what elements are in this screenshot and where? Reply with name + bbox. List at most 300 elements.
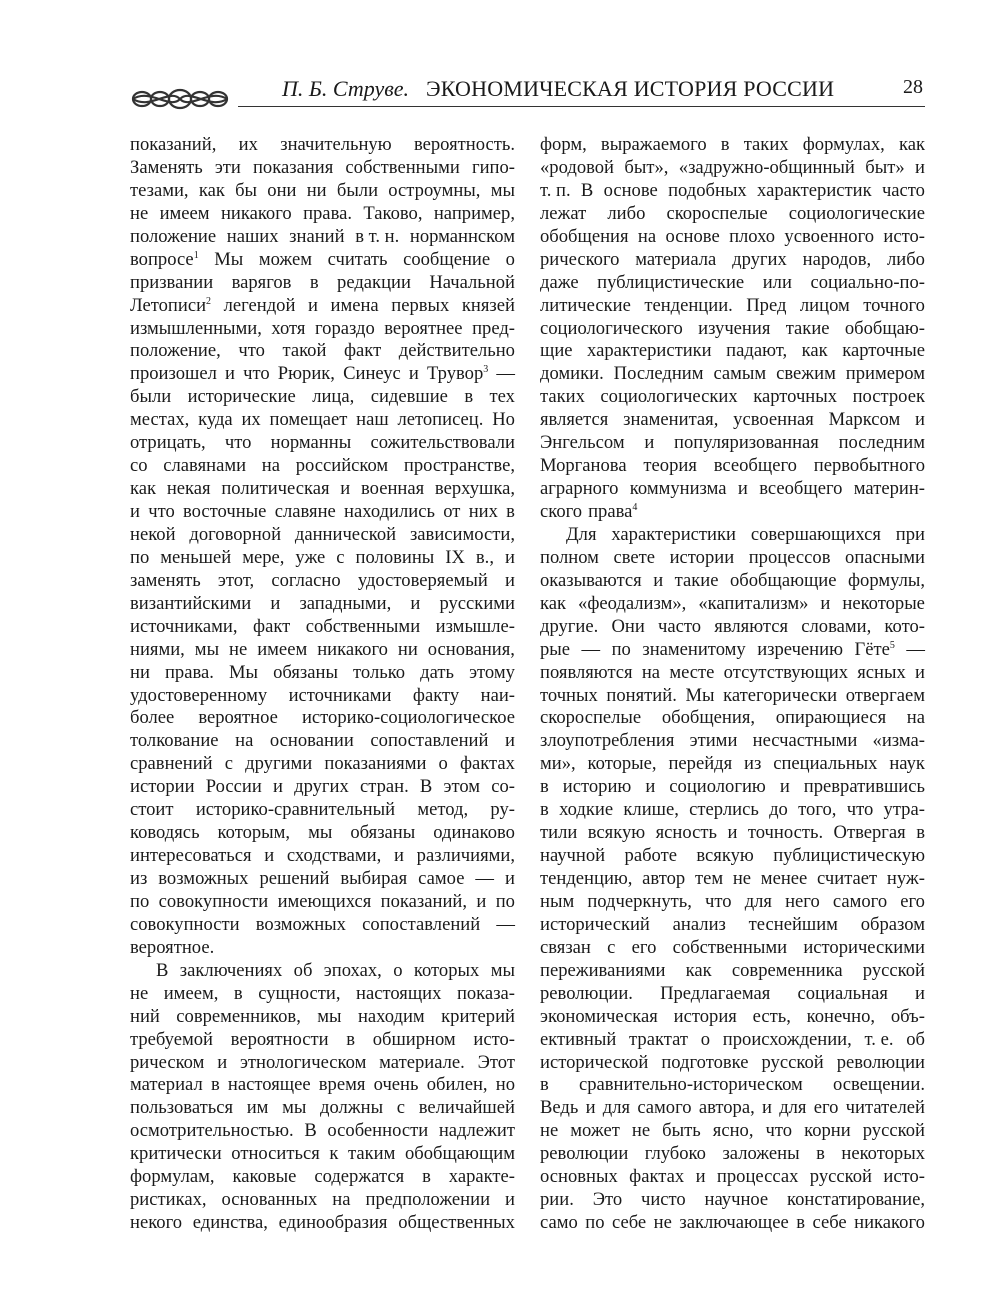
word: исторической bbox=[540, 1051, 649, 1073]
word: Для bbox=[566, 523, 597, 545]
word: сожительствовали bbox=[370, 432, 515, 454]
word: специальных bbox=[773, 753, 878, 775]
text-line bbox=[540, 776, 925, 799]
word: Заменять bbox=[130, 156, 203, 178]
word: эти bbox=[214, 156, 241, 178]
word: положение bbox=[130, 225, 217, 247]
word: славяне bbox=[274, 501, 336, 522]
word: тех bbox=[489, 386, 515, 408]
word: обширном bbox=[372, 1028, 456, 1050]
word: ясность bbox=[655, 822, 717, 844]
word: корни bbox=[804, 1120, 851, 1142]
footnote-marker[interactable]: 2 bbox=[206, 295, 212, 307]
word: автора, bbox=[698, 1097, 755, 1119]
word: ходкие bbox=[559, 799, 614, 821]
word: примером bbox=[845, 363, 925, 385]
word: стерлись bbox=[689, 799, 759, 821]
word: должны bbox=[320, 1097, 384, 1119]
word: считать bbox=[327, 248, 388, 270]
text-line bbox=[540, 134, 925, 157]
word: не bbox=[631, 1120, 651, 1142]
word: Марксом bbox=[828, 409, 901, 431]
word: социальная bbox=[797, 982, 888, 1004]
word: щие bbox=[540, 340, 573, 362]
word: связан bbox=[540, 936, 591, 958]
text-line bbox=[130, 730, 515, 753]
text-line bbox=[130, 386, 515, 409]
word: Этот bbox=[477, 1051, 515, 1073]
word: Последним bbox=[613, 363, 704, 385]
word: интересоваться bbox=[130, 845, 252, 867]
word: метод, bbox=[417, 799, 469, 821]
word: сидевшие bbox=[370, 386, 448, 408]
text-line bbox=[130, 157, 515, 180]
word: византийскими bbox=[130, 592, 252, 614]
text-line bbox=[540, 1052, 925, 1075]
running-header bbox=[130, 72, 925, 112]
word: заключениях bbox=[179, 959, 283, 981]
word: сущности, bbox=[258, 982, 341, 1004]
word: договорной bbox=[189, 523, 282, 545]
word: тезами, bbox=[130, 179, 189, 201]
word: и bbox=[505, 730, 515, 752]
footnote-marker[interactable]: 1 bbox=[193, 249, 199, 261]
word: точных bbox=[540, 684, 598, 706]
word: социологические bbox=[788, 202, 925, 224]
text-line bbox=[130, 1029, 515, 1052]
text-line bbox=[540, 1097, 925, 1120]
word: несчастными bbox=[752, 730, 858, 752]
word: отвергаем bbox=[845, 684, 925, 706]
word: имеем bbox=[159, 202, 210, 224]
word: верхушка, bbox=[434, 478, 515, 500]
word: требуемой bbox=[130, 1028, 213, 1050]
word: местах, bbox=[130, 409, 190, 431]
word: Отвергая bbox=[833, 822, 906, 844]
word: тенденции. bbox=[644, 294, 733, 316]
word: действительно bbox=[398, 340, 515, 362]
word: Таково, bbox=[363, 202, 423, 224]
word bbox=[588, 501, 637, 524]
word: основе bbox=[603, 179, 658, 201]
text-line bbox=[130, 1189, 515, 1212]
word: основе bbox=[665, 225, 720, 247]
word: усвоенная bbox=[733, 409, 814, 431]
word: — bbox=[581, 638, 601, 660]
word: мы bbox=[194, 638, 220, 660]
word: собственными bbox=[305, 615, 421, 637]
word: основных bbox=[540, 1166, 618, 1188]
word: в bbox=[816, 1143, 825, 1165]
text-line bbox=[130, 134, 515, 157]
word: характе- bbox=[448, 1166, 515, 1188]
text-line bbox=[130, 363, 515, 386]
word: либо bbox=[886, 248, 925, 270]
word: менее bbox=[760, 868, 808, 889]
word: перейдя bbox=[668, 753, 733, 775]
text-line bbox=[540, 432, 925, 455]
word: быть bbox=[662, 1120, 701, 1142]
word: зависимости, bbox=[409, 523, 515, 545]
word: теория bbox=[643, 455, 697, 477]
word: формулам, bbox=[130, 1166, 215, 1188]
word: об bbox=[293, 959, 313, 981]
word: месте bbox=[669, 661, 715, 683]
word: и bbox=[820, 592, 831, 614]
word: рии. bbox=[540, 1189, 574, 1211]
word: и bbox=[272, 776, 283, 798]
word: предположении bbox=[365, 1189, 491, 1211]
word: происхождении, bbox=[722, 1028, 852, 1050]
word: ни bbox=[130, 661, 150, 683]
word: современника bbox=[731, 959, 843, 981]
text-line bbox=[540, 1189, 925, 1212]
text-column-left bbox=[130, 134, 515, 1235]
text-line bbox=[540, 570, 925, 593]
word: каковые bbox=[232, 1166, 297, 1188]
word: Гёте bbox=[854, 638, 890, 660]
text-line bbox=[540, 340, 925, 363]
word: этот, bbox=[217, 569, 255, 591]
word: фактах bbox=[629, 1166, 685, 1188]
word: куда bbox=[198, 409, 233, 431]
text-line bbox=[130, 340, 515, 363]
word: и bbox=[762, 1097, 772, 1119]
word: обобщающие bbox=[729, 569, 837, 591]
text-line bbox=[540, 1166, 925, 1189]
word: некая bbox=[166, 478, 211, 500]
word: исторические bbox=[187, 386, 296, 408]
word: клише, bbox=[623, 799, 679, 821]
word: мере, bbox=[242, 546, 285, 568]
word: лежат bbox=[540, 202, 587, 224]
word: в bbox=[233, 982, 243, 1004]
word: в bbox=[210, 1074, 220, 1096]
word: точного bbox=[863, 294, 925, 316]
text-line bbox=[540, 707, 925, 730]
word: современников, bbox=[176, 1005, 301, 1027]
word: права. bbox=[303, 202, 352, 224]
word: только bbox=[353, 661, 406, 683]
word: о bbox=[393, 959, 403, 981]
text-line bbox=[130, 226, 515, 249]
word: значительную bbox=[280, 134, 392, 155]
word: падают, bbox=[726, 340, 788, 362]
text-line bbox=[540, 891, 925, 914]
word: являются bbox=[714, 615, 789, 637]
word: знаменитая, bbox=[623, 409, 719, 431]
word: — bbox=[496, 913, 515, 935]
word: критически bbox=[130, 1143, 222, 1165]
word: в bbox=[346, 1028, 356, 1050]
word: подобных bbox=[668, 179, 747, 201]
word: этими bbox=[689, 730, 738, 752]
word: отрицать, bbox=[130, 432, 206, 454]
word: публицистическую bbox=[773, 845, 925, 867]
word: лицом bbox=[799, 294, 850, 316]
word: никакого bbox=[317, 638, 388, 660]
word: мы bbox=[282, 1097, 307, 1119]
word: и bbox=[410, 592, 421, 614]
word: что bbox=[238, 340, 265, 362]
word: историю bbox=[562, 776, 632, 798]
word: хотя bbox=[271, 317, 306, 339]
word: истории bbox=[130, 776, 195, 798]
word: того, bbox=[798, 799, 837, 821]
word: с bbox=[224, 753, 234, 775]
word: таких bbox=[743, 134, 789, 155]
word: и bbox=[504, 546, 515, 568]
word: к bbox=[329, 1143, 339, 1165]
word: сравнений bbox=[130, 753, 213, 775]
word: и bbox=[393, 845, 404, 867]
word: пространстве, bbox=[403, 455, 515, 477]
word: единства, bbox=[192, 1212, 268, 1234]
word: научной bbox=[540, 845, 606, 867]
text-line bbox=[540, 639, 925, 662]
word: русской bbox=[862, 1120, 925, 1142]
word: самое bbox=[418, 868, 465, 889]
text-line bbox=[540, 1006, 925, 1029]
word: на bbox=[906, 707, 925, 729]
word: факт bbox=[344, 340, 382, 362]
word: революции bbox=[540, 1143, 629, 1165]
word: и bbox=[915, 661, 925, 683]
word: подчеркнуть, bbox=[587, 890, 692, 912]
word: такой bbox=[282, 340, 327, 362]
word: есть, bbox=[752, 1005, 791, 1027]
word: появляются bbox=[540, 661, 633, 683]
text-line bbox=[540, 868, 925, 891]
word: они bbox=[267, 179, 297, 201]
text-line bbox=[130, 570, 515, 593]
word: настоящих bbox=[356, 982, 442, 1004]
word: показаниями bbox=[324, 753, 427, 775]
word: в bbox=[916, 822, 925, 844]
word: возможных bbox=[158, 868, 249, 889]
word: не bbox=[653, 1212, 672, 1234]
word: положение, bbox=[130, 340, 221, 362]
text-line bbox=[540, 1074, 925, 1097]
text-line bbox=[540, 501, 925, 524]
word: для bbox=[779, 1097, 807, 1119]
page-number: 28 bbox=[903, 76, 923, 98]
word: и bbox=[779, 776, 790, 798]
word: и bbox=[505, 1189, 515, 1211]
text-line bbox=[130, 547, 515, 570]
word: от bbox=[443, 501, 461, 522]
word: находим bbox=[357, 1005, 425, 1027]
word: некоторых bbox=[841, 1143, 925, 1165]
word: вопросе bbox=[130, 248, 194, 270]
word: Морганова bbox=[540, 455, 627, 477]
word: были bbox=[130, 386, 172, 408]
word: и bbox=[225, 363, 235, 385]
word: категорически bbox=[723, 684, 838, 706]
word: превратившись bbox=[803, 776, 925, 798]
text-line bbox=[130, 822, 515, 845]
word: Трувор bbox=[427, 363, 484, 385]
word: является bbox=[540, 409, 609, 431]
word: мы bbox=[490, 179, 515, 201]
word: вероятное. bbox=[130, 936, 215, 958]
text-line bbox=[540, 295, 925, 318]
text-line bbox=[540, 662, 925, 685]
text-line bbox=[130, 1006, 515, 1029]
word: карточных bbox=[753, 386, 838, 408]
word: по bbox=[130, 546, 150, 568]
word: и bbox=[915, 982, 925, 1004]
word: не bbox=[732, 868, 752, 889]
word: народов, bbox=[802, 248, 872, 270]
word: стоит bbox=[130, 799, 174, 821]
word: себе bbox=[611, 1212, 647, 1234]
word: о bbox=[438, 753, 448, 775]
word: наи- bbox=[480, 684, 515, 706]
word: таких bbox=[540, 386, 585, 408]
word: для bbox=[602, 1097, 631, 1119]
word: утра- bbox=[883, 799, 925, 821]
word: восточные bbox=[183, 501, 267, 522]
word: норманнском bbox=[409, 225, 515, 247]
word: первобытного bbox=[813, 455, 925, 477]
word: из bbox=[130, 868, 148, 889]
word: другие. bbox=[540, 615, 599, 637]
word: нуж- bbox=[886, 868, 925, 889]
word: анализ bbox=[672, 913, 726, 935]
word: фактах bbox=[459, 753, 515, 775]
word: само bbox=[540, 1212, 578, 1234]
word: считает bbox=[817, 868, 878, 889]
word: надлежит bbox=[438, 1120, 515, 1142]
word: о bbox=[505, 248, 515, 270]
word: с bbox=[336, 546, 345, 568]
word: измышле- bbox=[435, 615, 515, 637]
word: Рюрик, bbox=[277, 363, 335, 385]
word: западными, bbox=[299, 592, 392, 614]
word: в т. н. bbox=[355, 225, 400, 247]
word: совокупности bbox=[158, 890, 269, 912]
word: которым, bbox=[217, 822, 291, 844]
text-line bbox=[130, 1120, 515, 1143]
word: общественных bbox=[398, 1212, 515, 1234]
word: сходствами, bbox=[286, 845, 382, 867]
word: «изма- bbox=[872, 730, 925, 752]
word: процессах bbox=[716, 1166, 799, 1188]
word: конечно, bbox=[806, 1005, 876, 1027]
text-column-right bbox=[540, 134, 925, 1235]
word: В bbox=[419, 776, 433, 798]
word: их bbox=[241, 409, 261, 431]
word: на bbox=[235, 730, 254, 752]
word: русскими bbox=[439, 592, 515, 614]
word: князей bbox=[461, 294, 515, 316]
text-line bbox=[540, 822, 925, 845]
word: пред- bbox=[472, 317, 515, 339]
header-rule bbox=[238, 106, 925, 107]
footnote-marker[interactable]: 5 bbox=[889, 639, 895, 651]
word: рического bbox=[540, 248, 620, 270]
word: революции. bbox=[540, 982, 633, 1004]
word: что bbox=[846, 799, 874, 821]
word: легендой bbox=[223, 294, 296, 316]
word: толкование bbox=[130, 730, 219, 752]
word: варягов bbox=[231, 271, 292, 293]
word: первых bbox=[391, 294, 450, 316]
word: собственными bbox=[672, 936, 788, 958]
word: что bbox=[765, 1120, 793, 1142]
word: объ- bbox=[890, 1005, 925, 1027]
word: отсутствующих bbox=[723, 661, 849, 683]
footnote-marker[interactable]: 4 bbox=[632, 501, 638, 513]
word: тем bbox=[694, 868, 724, 889]
text-line bbox=[130, 960, 515, 983]
word: историко-сравнительный bbox=[195, 799, 396, 821]
word: исторический bbox=[540, 913, 650, 935]
word: характеристики bbox=[611, 523, 736, 545]
word: выражаемого bbox=[600, 134, 707, 155]
word: и bbox=[130, 501, 140, 522]
word: его bbox=[813, 1097, 839, 1119]
word: кото- bbox=[884, 615, 925, 637]
word: работе bbox=[624, 845, 677, 867]
word: имеющихся bbox=[277, 890, 372, 912]
word: в bbox=[506, 501, 515, 522]
text-line bbox=[540, 845, 925, 868]
word: ководясь bbox=[130, 822, 200, 844]
text-line bbox=[540, 730, 925, 753]
word: вероятность. bbox=[413, 134, 515, 155]
word: российском bbox=[295, 455, 389, 477]
word: Но bbox=[492, 409, 515, 431]
word: аграрного bbox=[540, 478, 619, 500]
word: изречению bbox=[757, 638, 843, 660]
word: никакого bbox=[854, 1212, 925, 1234]
word: самого bbox=[637, 1097, 692, 1119]
word: об bbox=[906, 1028, 925, 1050]
word: и bbox=[476, 890, 487, 912]
word: него bbox=[785, 890, 820, 912]
word: такие bbox=[674, 569, 719, 591]
text-line bbox=[540, 203, 925, 226]
word: имена bbox=[330, 294, 379, 316]
word: лица, bbox=[312, 386, 355, 408]
word: меньшей bbox=[160, 546, 232, 568]
text-line bbox=[540, 1120, 925, 1143]
word: материал bbox=[130, 1074, 203, 1096]
text-line bbox=[540, 1212, 925, 1235]
word: исто- bbox=[883, 225, 925, 247]
header-author: П. Б. Струве. bbox=[282, 76, 410, 101]
word: единообразия bbox=[278, 1212, 388, 1234]
word: находились bbox=[344, 501, 435, 522]
word: показа- bbox=[456, 982, 515, 1004]
text-line bbox=[130, 203, 515, 226]
word: ным bbox=[540, 890, 575, 912]
word: В bbox=[580, 179, 594, 201]
word: мы bbox=[490, 959, 515, 981]
word: с bbox=[396, 1097, 406, 1119]
word: и bbox=[505, 569, 515, 591]
word: очень bbox=[373, 1074, 419, 1096]
footnote-marker[interactable]: 3 bbox=[483, 364, 489, 376]
word: экономическая bbox=[540, 1005, 658, 1027]
word: редакции bbox=[337, 271, 411, 293]
word: удостоверяемый bbox=[357, 569, 488, 591]
text-line bbox=[130, 616, 515, 639]
text-line bbox=[540, 547, 925, 570]
word: социологию bbox=[669, 776, 766, 798]
